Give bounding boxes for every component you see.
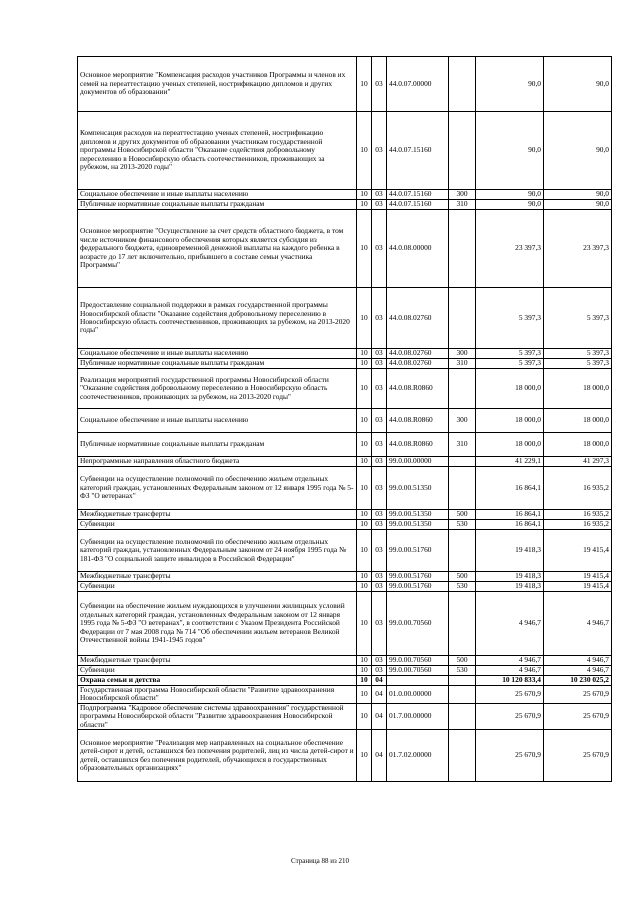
table-row xyxy=(78,457,612,467)
row-target-article: 44.0.07.15160 xyxy=(387,190,449,200)
table-row xyxy=(78,730,612,782)
row-amount-year2: 5 397,3 xyxy=(544,349,612,359)
row-name: Субвенции xyxy=(78,582,357,592)
row-section: 10 xyxy=(357,520,372,530)
row-amount-year2: 4 946,7 xyxy=(544,592,612,656)
table-row xyxy=(78,467,612,510)
row-amount-year1: 5 397,3 xyxy=(476,349,544,359)
row-target-article: 44.0.08.00000 xyxy=(387,210,449,288)
row-section: 10 xyxy=(357,582,372,592)
row-amount-year2: 10 230 025,2 xyxy=(544,676,612,686)
row-amount-year1: 16 864,1 xyxy=(476,520,544,530)
row-name: Государственная программа Новосибирской области "Развитие здравоохранения Новосибирской области" xyxy=(78,686,357,704)
row-expense-type xyxy=(449,369,476,409)
row-amount-year2: 16 935,2 xyxy=(544,467,612,510)
row-target-article: 44.0.08.R0860 xyxy=(387,409,449,433)
row-section: 10 xyxy=(357,686,372,704)
row-section: 10 xyxy=(357,572,372,582)
row-name: Подпрограмма "Кадровое обеспечение системы здравоохранения" государственной программы Новосибирской области "Развитие здравоохранения Новосибирской области" xyxy=(78,703,357,729)
table-row xyxy=(78,112,612,190)
row-amount-year1: 18 000,0 xyxy=(476,409,544,433)
row-amount-year2: 25 670,9 xyxy=(544,703,612,729)
row-expense-type xyxy=(449,703,476,729)
table-row xyxy=(78,592,612,656)
row-section: 10 xyxy=(357,57,372,112)
row-amount-year2: 18 000,0 xyxy=(544,369,612,409)
row-target-article: 01.7.00.00000 xyxy=(387,703,449,729)
row-amount-year1: 41 229,1 xyxy=(476,457,544,467)
row-expense-type xyxy=(449,467,476,510)
row-subsection: 04 xyxy=(372,676,387,686)
row-name: Основное мероприятие "Осуществление за счет средств областного бюджета, в том числе источником финансового обеспечения которых является субсидия из федерального бюджета, единовременной денежной выплаты на каждого ребенка в возрасте до 17 лет включительно, прибывшего в составе семьи участника Программы" xyxy=(78,210,357,288)
row-target-article: 99.0.00.70560 xyxy=(387,666,449,676)
row-name: Предоставление социальной поддержки в рамках государственной программы Новосибирской области "Оказание содействия добровольному переселению в Новосибирскую область соотечественников, проживающих за рубежом, на 2013-2020 годы" xyxy=(78,288,357,349)
row-amount-year1: 16 864,1 xyxy=(476,510,544,520)
row-subsection: 04 xyxy=(372,686,387,704)
row-name: Межбюджетные трансферты xyxy=(78,656,357,666)
row-section: 10 xyxy=(357,112,372,190)
row-name: Субвенции на обеспечение жильем нуждающихся в улучшении жилищных условий отдельных категорий граждан, установленных Федеральным законом от 12 января 1995 года № 5-ФЗ "О ветеранах", в соответствии с Указом Президента Российской Федерации от 7 мая 2008 года № 714 "Об обеспечении жильем ветеранов Великой Отечественной войны 1941-1945 годов" xyxy=(78,592,357,656)
row-section: 10 xyxy=(357,457,372,467)
row-subsection: 03 xyxy=(372,592,387,656)
row-amount-year1: 5 397,3 xyxy=(476,359,544,369)
row-amount-year2: 16 935,2 xyxy=(544,520,612,530)
row-expense-type xyxy=(449,730,476,782)
row-expense-type: 500 xyxy=(449,572,476,582)
row-subsection: 04 xyxy=(372,703,387,729)
row-target-article: 99.0.00.70560 xyxy=(387,656,449,666)
row-expense-type: 530 xyxy=(449,666,476,676)
table-row xyxy=(78,210,612,288)
row-target-article: 99.0.00.51760 xyxy=(387,582,449,592)
row-expense-type xyxy=(449,457,476,467)
row-amount-year1: 16 864,1 xyxy=(476,467,544,510)
row-target-article: 44.0.07.00000 xyxy=(387,57,449,112)
row-subsection: 03 xyxy=(372,457,387,467)
table-row xyxy=(78,359,612,369)
row-expense-type xyxy=(449,57,476,112)
row-amount-year1: 4 946,7 xyxy=(476,666,544,676)
row-amount-year2: 23 397,3 xyxy=(544,210,612,288)
row-section: 10 xyxy=(357,666,372,676)
row-section: 10 xyxy=(357,530,372,572)
table-row xyxy=(78,433,612,457)
row-section: 10 xyxy=(357,656,372,666)
row-subsection: 03 xyxy=(372,510,387,520)
table-row xyxy=(78,510,612,520)
row-expense-type xyxy=(449,210,476,288)
table-row xyxy=(78,190,612,200)
row-subsection: 03 xyxy=(372,200,387,210)
row-subsection: 03 xyxy=(372,572,387,582)
row-expense-type: 310 xyxy=(449,200,476,210)
row-expense-type xyxy=(449,686,476,704)
row-expense-type xyxy=(449,676,476,686)
row-target-article: 99.0.00.51350 xyxy=(387,510,449,520)
row-name: Публичные нормативные социальные выплаты гражданам xyxy=(78,200,357,210)
row-subsection: 03 xyxy=(372,57,387,112)
row-amount-year1: 25 670,9 xyxy=(476,686,544,704)
row-amount-year1: 5 397,3 xyxy=(476,288,544,349)
row-subsection: 03 xyxy=(372,349,387,359)
row-name: Субвенции на осуществление полномочий по обеспечению жильем отдельных категорий граждан, установленных Федеральным законом от 12 января 1995 года № 5-ФЗ "О ветеранах" xyxy=(78,467,357,510)
row-subsection: 03 xyxy=(372,369,387,409)
row-subsection: 03 xyxy=(372,409,387,433)
table-row xyxy=(78,409,612,433)
row-subsection: 03 xyxy=(372,288,387,349)
row-subsection: 03 xyxy=(372,656,387,666)
row-subsection: 03 xyxy=(372,210,387,288)
row-subsection: 03 xyxy=(372,433,387,457)
row-section: 10 xyxy=(357,409,372,433)
row-amount-year2: 18 000,0 xyxy=(544,433,612,457)
row-section: 10 xyxy=(357,288,372,349)
row-expense-type: 500 xyxy=(449,510,476,520)
row-expense-type: 530 xyxy=(449,520,476,530)
row-amount-year2: 90,0 xyxy=(544,112,612,190)
row-name: Публичные нормативные социальные выплаты гражданам xyxy=(78,433,357,457)
row-amount-year1: 4 946,7 xyxy=(476,656,544,666)
budget-table xyxy=(77,56,612,782)
row-amount-year1: 25 670,9 xyxy=(476,703,544,729)
row-amount-year2: 19 415,4 xyxy=(544,572,612,582)
row-section: 10 xyxy=(357,676,372,686)
row-amount-year2: 5 397,3 xyxy=(544,359,612,369)
row-amount-year2: 4 946,7 xyxy=(544,666,612,676)
row-amount-year1: 23 397,3 xyxy=(476,210,544,288)
row-amount-year2: 18 000,0 xyxy=(544,409,612,433)
row-amount-year2: 19 415,4 xyxy=(544,582,612,592)
row-name: Субвенции xyxy=(78,520,357,530)
row-name: Публичные нормативные социальные выплаты гражданам xyxy=(78,359,357,369)
table-row xyxy=(78,520,612,530)
row-amount-year1: 10 120 833,4 xyxy=(476,676,544,686)
row-target-article: 44.0.08.R0860 xyxy=(387,369,449,409)
row-subsection: 03 xyxy=(372,359,387,369)
row-section: 10 xyxy=(357,703,372,729)
table-row xyxy=(78,703,612,729)
row-section: 10 xyxy=(357,730,372,782)
row-amount-year1: 18 000,0 xyxy=(476,369,544,409)
row-expense-type xyxy=(449,112,476,190)
table-row xyxy=(78,656,612,666)
row-amount-year2: 90,0 xyxy=(544,200,612,210)
row-amount-year1: 19 418,3 xyxy=(476,572,544,582)
row-target-article: 99.0.00.00000 xyxy=(387,457,449,467)
row-target-article: 44.0.07.15160 xyxy=(387,200,449,210)
row-expense-type xyxy=(449,530,476,572)
row-section: 10 xyxy=(357,467,372,510)
table-row xyxy=(78,349,612,359)
row-expense-type: 530 xyxy=(449,582,476,592)
row-target-article: 44.0.08.R0860 xyxy=(387,433,449,457)
row-subsection: 03 xyxy=(372,520,387,530)
row-amount-year1: 4 946,7 xyxy=(476,592,544,656)
row-section: 10 xyxy=(357,369,372,409)
table-row xyxy=(78,666,612,676)
row-amount-year1: 18 000,0 xyxy=(476,433,544,457)
row-target-article: 44.0.08.02760 xyxy=(387,288,449,349)
row-section: 10 xyxy=(357,359,372,369)
row-amount-year1: 90,0 xyxy=(476,112,544,190)
table-body xyxy=(78,57,612,782)
row-name: Межбюджетные трансферты xyxy=(78,572,357,582)
row-amount-year2: 25 670,9 xyxy=(544,686,612,704)
row-amount-year2: 90,0 xyxy=(544,190,612,200)
row-section: 10 xyxy=(357,592,372,656)
table-row xyxy=(78,200,612,210)
row-target-article: 99.0.00.51760 xyxy=(387,572,449,582)
row-amount-year1: 90,0 xyxy=(476,57,544,112)
row-target-article: 44.0.08.02760 xyxy=(387,349,449,359)
row-amount-year2: 4 946,7 xyxy=(544,656,612,666)
table-row xyxy=(78,686,612,704)
row-target-article: 99.0.00.51350 xyxy=(387,520,449,530)
row-amount-year1: 90,0 xyxy=(476,190,544,200)
table-row xyxy=(78,530,612,572)
row-name: Социальное обеспечение и иные выплаты населению xyxy=(78,190,357,200)
row-expense-type: 300 xyxy=(449,190,476,200)
row-name: Межбюджетные трансферты xyxy=(78,510,357,520)
row-expense-type: 300 xyxy=(449,349,476,359)
table-row xyxy=(78,57,612,112)
row-amount-year1: 90,0 xyxy=(476,200,544,210)
row-subsection: 04 xyxy=(372,730,387,782)
row-target-article: 99.0.00.51760 xyxy=(387,530,449,572)
row-target-article: 44.0.08.02760 xyxy=(387,359,449,369)
row-amount-year2: 19 415,4 xyxy=(544,530,612,572)
table-row xyxy=(78,288,612,349)
row-expense-type: 310 xyxy=(449,433,476,457)
row-amount-year1: 25 670,9 xyxy=(476,730,544,782)
table-row xyxy=(78,676,612,686)
row-expense-type xyxy=(449,288,476,349)
row-section: 10 xyxy=(357,510,372,520)
row-name: Основное мероприятие "Реализация мер направленных на социальное обеспечение детей-сирот и детей, оставшихся без попечения родителей, лиц из числа детей-сирот и детей, оставшихся без попечения родителей, обучающихся в государственных образовательных организациях" xyxy=(78,730,357,782)
row-subsection: 03 xyxy=(372,190,387,200)
row-target-article: 99.0.00.51350 xyxy=(387,467,449,510)
row-section: 10 xyxy=(357,210,372,288)
row-expense-type: 300 xyxy=(449,409,476,433)
row-target-article: 01.7.02.00000 xyxy=(387,730,449,782)
row-section: 10 xyxy=(357,200,372,210)
row-name: Субвенции на осуществление полномочий по обеспечению жильем отдельных категорий граждан, установленных Федеральным законом от 24 ноября 1995 года № 181-ФЗ "О социальной защите инвалидов в Российской Федерации" xyxy=(78,530,357,572)
row-subsection: 03 xyxy=(372,582,387,592)
row-amount-year1: 19 418,3 xyxy=(476,582,544,592)
table-row xyxy=(78,582,612,592)
row-target-article xyxy=(387,676,449,686)
row-amount-year2: 25 670,9 xyxy=(544,730,612,782)
row-name: Реализация мероприятий государственной программы Новосибирской области "Оказание содействия добровольному переселению в Новосибирскую область соотечественников, проживающих за рубежом, на 2013-2020 годы" xyxy=(78,369,357,409)
row-name: Социальное обеспечение и иные выплаты населению xyxy=(78,409,357,433)
row-subsection: 03 xyxy=(372,467,387,510)
row-amount-year2: 90,0 xyxy=(544,57,612,112)
row-name: Субвенции xyxy=(78,666,357,676)
row-expense-type xyxy=(449,592,476,656)
row-target-article: 99.0.00.70560 xyxy=(387,592,449,656)
table-row xyxy=(78,369,612,409)
row-subsection: 03 xyxy=(372,530,387,572)
row-subsection: 03 xyxy=(372,112,387,190)
row-target-article: 01.0.00.00000 xyxy=(387,686,449,704)
row-target-article: 44.0.07.15160 xyxy=(387,112,449,190)
page-number: Страница 88 из 210 xyxy=(291,857,349,865)
row-name: Непрограммные направления областного бюджета xyxy=(78,457,357,467)
table-row xyxy=(78,572,612,582)
row-name: Охрана семьи и детства xyxy=(78,676,357,686)
row-section: 10 xyxy=(357,349,372,359)
row-expense-type: 500 xyxy=(449,656,476,666)
row-amount-year2: 5 397,3 xyxy=(544,288,612,349)
row-name: Компенсация расходов на переаттестацию ученых степеней, нострификацию дипломов и других документов об образовании участникам государственной программы Новосибирской области "Оказание содействия добровольному переселению в Новосибирскую область соотечественников, проживающих за рубежом, на 2013-2020 годы" xyxy=(78,112,357,190)
row-name: Социальное обеспечение и иные выплаты населению xyxy=(78,349,357,359)
row-name: Основное мероприятие "Компенсация расходов участников Программы и членов их семей на переаттестацию ученых степеней, нострификацию дипломов и других документов об образовании" xyxy=(78,57,357,112)
row-section: 10 xyxy=(357,433,372,457)
row-amount-year2: 16 935,2 xyxy=(544,510,612,520)
row-subsection: 03 xyxy=(372,666,387,676)
row-section: 10 xyxy=(357,190,372,200)
row-amount-year1: 19 418,3 xyxy=(476,530,544,572)
row-expense-type: 310 xyxy=(449,359,476,369)
row-amount-year2: 41 297,3 xyxy=(544,457,612,467)
